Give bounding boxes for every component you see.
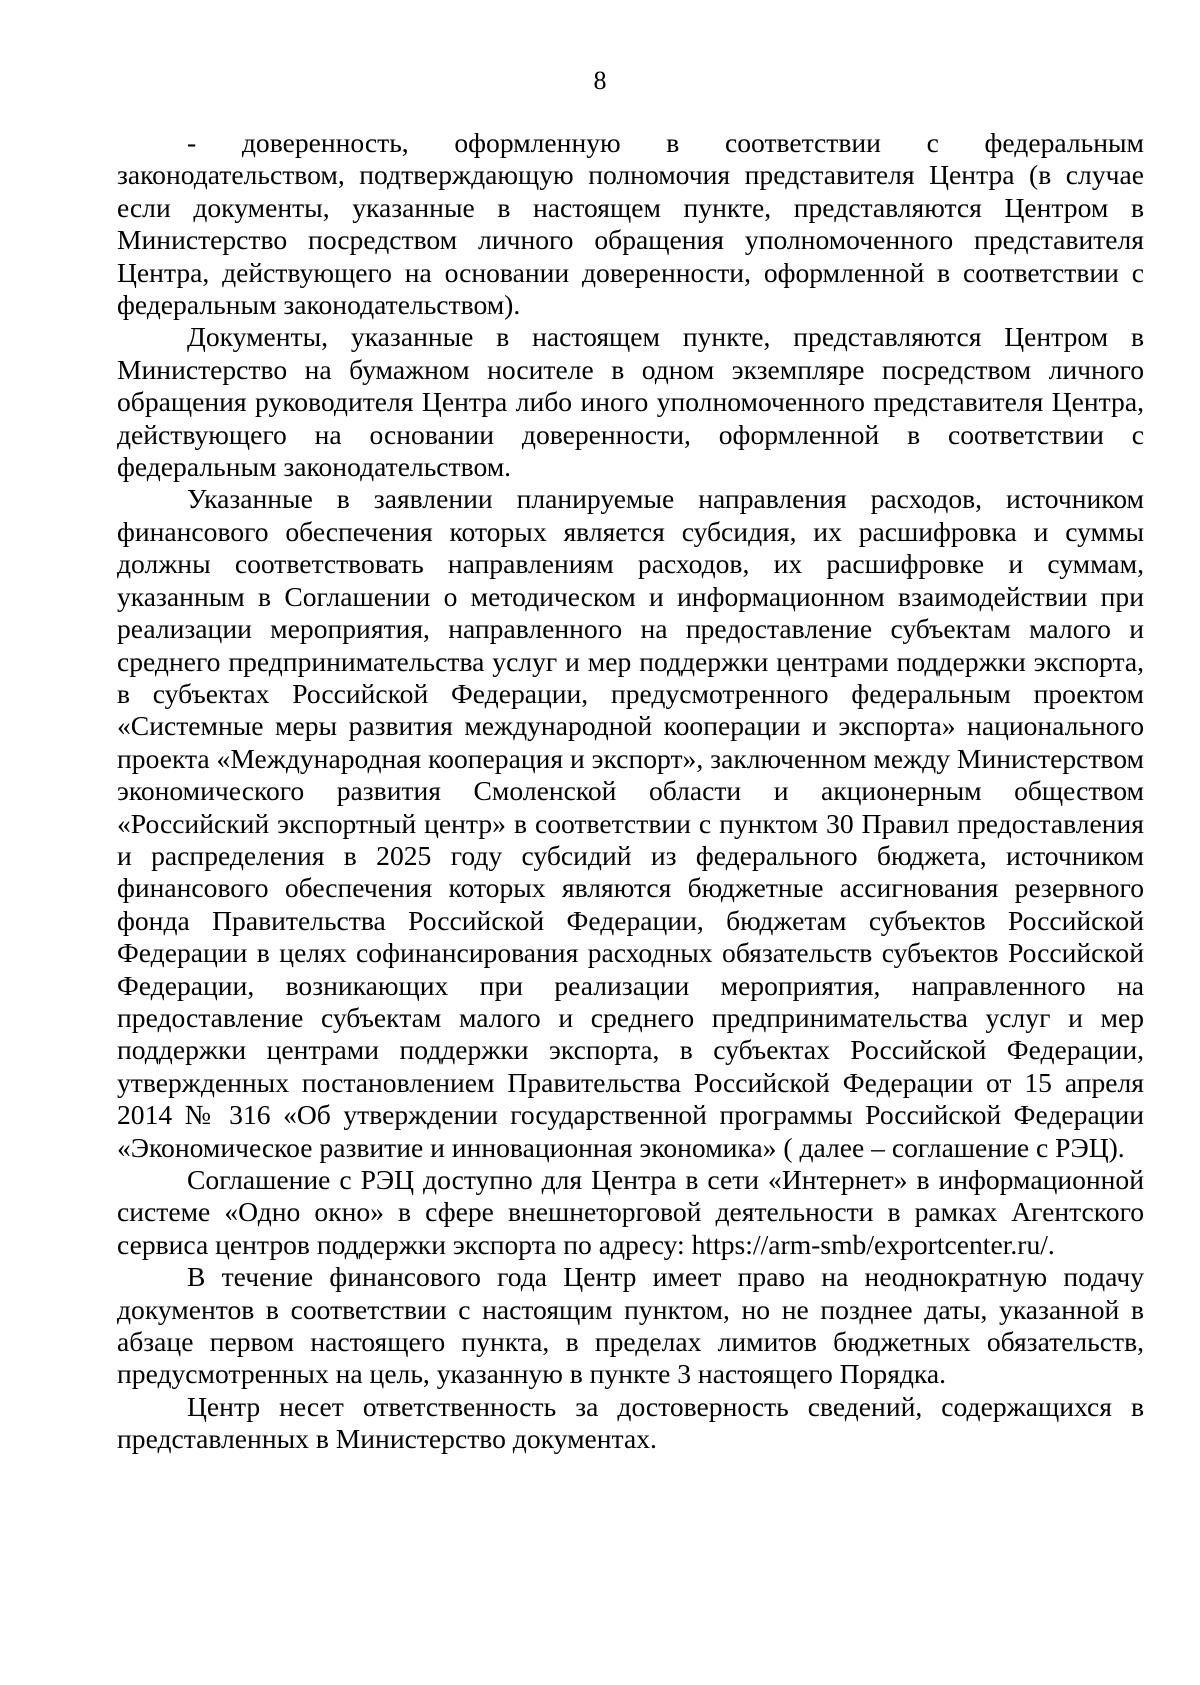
paragraph-document-submission: Документы, указанные в настоящем пункте, представляются Центром в Министерство на бумажном носителе в одном экземпляре посредством личного обращения руководителя Центра либо иного уполномоченного представителя Центра, действующего на основании доверенности, оформленной в соответствии с федеральным законодательством. (117, 321, 1144, 483)
paragraph-responsibility: Центр несет ответственность за достоверность сведений, содержащихся в представленных в Министерство документах. (117, 1390, 1144, 1455)
paragraph-power-of-attorney: - доверенность, оформленную в соответствии с федеральным законодательством, подтверждающую полномочия представителя Центра (в случае если документы, указанные в настоящем пункте, представляются Центром в Министерство посредством личного обращения уполномоченного представителя Центра, действующего на основании доверенности, оформленной в соответствии с федеральным законодательством). (117, 127, 1144, 321)
paragraph-repeated-submission: В течение финансового года Центр имеет право на неоднократную подачу документов в соответствии с настоящим пунктом, но не позднее даты, указанной в абзаце первом настоящего пункта, в пределах лимитов бюджетных обязательств, предусмотренных на цель, указанную в пункте 3 настоящего Порядка. (117, 1261, 1144, 1390)
paragraph-expense-directions: Указанные в заявлении планируемые направления расходов, источником финансового обеспечения которых является субсидия, их расшифровка и суммы должны соответствовать направлениям расходов, их расшифровке и суммам, указанным в Соглашении о методическом и информационном взаимодействии при реализации мероприятия, направленного на предоставление субъектам малого и среднего предпринимательства услуг и мер поддержки центрами поддержки экспорта, в субъектах Российской Федерации, предусмотренного федеральным проектом «Системные меры развития международной кооперации и экспорта» национального проекта «Международная кооперация и экспорт», заключенном между Министерством экономического развития Смоленской области и акционерным обществом «Российский экспортный центр» в соответствии с пунктом 30 Правил предоставления и распределения в 2025 году субсидий из федерального бюджета, источником финансового обеспечения которых являются бюджетные ассигнования резервного фонда Правительства Российской Федерации, бюджетам субъектов Российской Федерации в целях софинансирования расходных обязательств субъектов Российской Федерации, возникающих при реализации мероприятия, направленного на предоставление субъектам малого и среднего предпринимательства услуг и мер поддержки центрами поддержки экспорта, в субъектах Российской Федерации, утвержденных постановлением Правительства Российской Федерации от 15 апреля 2014 № 316 «Об утверждении государственной программы Российской Федерации «Экономическое развитие и инновационная экономика» ( далее – соглашение с РЭЦ). (117, 483, 1144, 1163)
page-number: 8 (593, 66, 607, 95)
document-body (117, 127, 1144, 1456)
paragraph-rec-agreement-access: Соглашение с РЭЦ доступно для Центра в сети «Интернет» в информационной системе «Одно окно» в сфере внешнеторговой деятельности в рамках Агентского сервиса центров поддержки экспорта по адресу: https://arm-smb/exportcenter.ru/. (117, 1164, 1144, 1260)
